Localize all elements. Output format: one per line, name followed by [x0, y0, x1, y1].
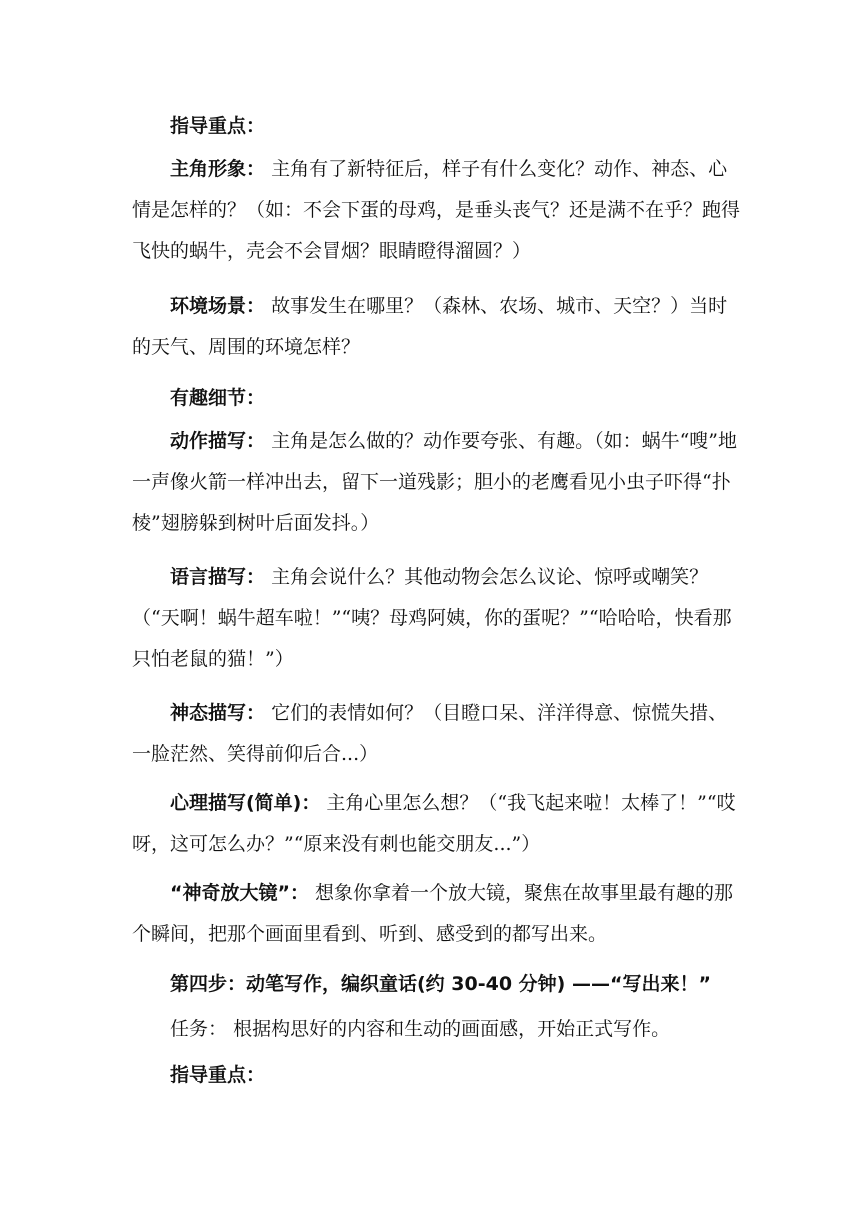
- paragraph-expression: [132, 693, 742, 775]
- text-expression: 它们的表情如何？（目瞪口呆、洋洋得意、惊慌失措、一脸茫然、笑得前仰后合...）: [132, 702, 728, 765]
- heading-text: 有趣细节：: [170, 387, 266, 409]
- heading-text: 指导重点：: [170, 1064, 266, 1086]
- section-heading-guidance: [132, 106, 742, 147]
- label-psychology: 心理描写(简单)：: [170, 792, 321, 814]
- label-action: 动作描写：: [170, 430, 266, 452]
- label-speech: 语言描写：: [170, 566, 266, 588]
- text-action: 主角是怎么做的？动作要夸张、有趣。（如：蜗牛“嗖”地一声像火箭一样冲出去，留下一道残影；胆小的老鹰看见小虫子吓得“扑棱”翅膀躲到树叶后面发抖。）: [132, 430, 737, 534]
- text-speech: 主角会说什么？其他动物会怎么议论、惊呼或嘲笑？（“天啊！蜗牛超车啦！”“咦？母鸡阿姨，你的蛋呢？”“哈哈哈，快看那只怕老鼠的猫！”）: [132, 566, 732, 670]
- paragraph-magnifier: [132, 873, 742, 955]
- text-character-image: 主角有了新特征后，样子有什么变化？动作、神态、心情是怎样的？（如：不会下蛋的母鸡，是垂头丧气？还是满不在乎？跑得飞快的蜗牛，壳会不会冒烟？眼睛瞪得溜圆？）: [132, 158, 741, 262]
- label-environment: 环境场景：: [170, 295, 266, 317]
- label-magnifier: “神奇放大镜”：: [170, 882, 309, 904]
- text-psychology: 主角心里怎么想？（“我飞起来啦！太棒了！”“哎呀，这可怎么办？”“原来没有刺也能交朋友...”）: [132, 792, 736, 855]
- label-character-image: 主角形象：: [170, 158, 266, 180]
- section-heading-guidance-2: [132, 1055, 742, 1096]
- label-expression: 神态描写：: [170, 702, 266, 724]
- text-magnifier: 想象你拿着一个放大镜，聚焦在故事里最有趣的那个瞬间，把那个画面里看到、听到、感受到的都写出来。: [132, 882, 734, 945]
- label-task: 任务：: [170, 1018, 228, 1040]
- paragraph-action: [132, 421, 742, 544]
- text-task: 根据构思好的内容和生动的画面感，开始正式写作。: [233, 1018, 671, 1040]
- step-four-heading: [132, 964, 772, 1005]
- paragraph-speech: [132, 557, 742, 680]
- heading-text: 第四步：动笔写作，编织童话(约 30-40 分钟) ——“写出来！”: [170, 973, 711, 995]
- paragraph-environment: [132, 286, 742, 368]
- paragraph-character-image: [132, 149, 742, 272]
- paragraph-task: [132, 1009, 742, 1050]
- heading-text: 指导重点：: [170, 115, 266, 137]
- paragraph-psychology: [132, 783, 742, 865]
- section-heading-details: [132, 378, 742, 419]
- text-environment: 故事发生在哪里？（森林、农场、城市、天空？）当时的天气、周围的环境怎样？: [132, 295, 728, 358]
